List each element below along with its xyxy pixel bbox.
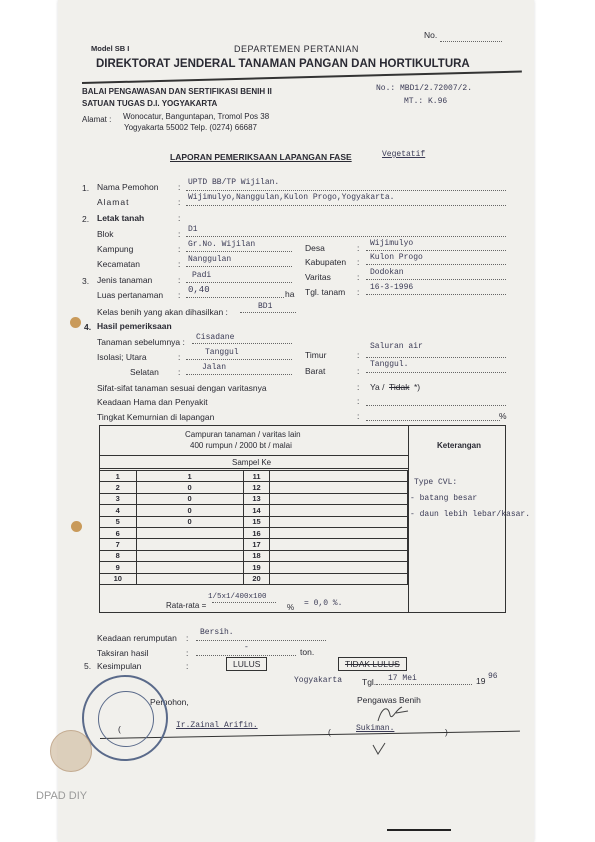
pest-disease-label: Keadaan Hama dan Penyakit [97, 397, 208, 407]
applicant-name: UPTD BB/TP Wijilan. [188, 178, 280, 187]
colon: : [357, 366, 360, 376]
inspection-result-label: Hasil pemeriksaan [97, 321, 172, 331]
binder-hole-top [70, 317, 81, 328]
table-header-remarks: Keterangan [437, 441, 482, 450]
seed-class-label: Kelas benih yang akan dihasilkan : [97, 307, 228, 317]
sample-value-empty [270, 539, 408, 550]
village-label: Desa [305, 243, 325, 253]
isolation-north-value: Tanggul [205, 348, 239, 357]
colon: : [178, 275, 181, 285]
table-header-sample: Sampel Ke [232, 458, 272, 467]
table-header-mix: Campuran tanaman / varitas lain [185, 430, 301, 439]
crop-type-value: Padi [192, 271, 212, 280]
colon: : [357, 350, 360, 360]
sample-value-empty [270, 527, 408, 538]
conclusion-fail: TIDAK LULUS [338, 657, 407, 671]
isolation-west-label: Barat [305, 366, 326, 376]
colon: : [186, 661, 189, 671]
conclusion-label: Kesimpulan [97, 661, 142, 671]
block-value: D1 [188, 225, 198, 234]
sample-number: 10 [100, 573, 137, 584]
applicant-signer-name: Ir.Zainal Arifin. [176, 721, 258, 730]
address-line-1: Wonocatur, Banguntapan, Tromol Pos 38 [123, 112, 270, 121]
kampung-label: Kampung [97, 244, 134, 254]
weed-condition-value: Bersih. [200, 628, 234, 637]
signing-city: Yogyakarta [294, 676, 343, 685]
plant-traits-yes: Ya / [370, 382, 385, 392]
sample-number: 17 [243, 539, 270, 550]
colon: : [357, 272, 360, 282]
yield-estimate-label: Taksiran hasil [97, 648, 149, 658]
sample-value-empty [270, 573, 408, 584]
supervisor-bracket-close: ) [445, 727, 448, 737]
section-number-5: 5. [84, 661, 92, 671]
report-phase: Vegetatif [382, 150, 426, 159]
variety-value: Dodokan [370, 268, 404, 277]
seed-class-value: BD1 [258, 302, 273, 311]
date-label: Tgl. [362, 677, 377, 687]
sample-number: 19 [243, 562, 270, 573]
colon: : [178, 229, 181, 239]
area-value: 0,40 [188, 285, 210, 295]
location-label: Letak tanah [97, 213, 145, 223]
sample-row [100, 539, 408, 550]
colon: : [178, 182, 181, 192]
archive-seal-icon [50, 730, 92, 772]
previous-crop-label: Tanaman sebelumnya : [97, 337, 185, 347]
variety-label: Varitas [305, 272, 331, 282]
hectare-unit: ha [285, 289, 295, 299]
reference-mt: MT.: K.96 [404, 97, 448, 106]
sample-number: 18 [243, 550, 270, 561]
sample-row [100, 573, 408, 584]
department-title: DEPARTEMEN PERTANIAN [234, 44, 359, 54]
colon: : [357, 243, 360, 253]
planting-date-label: Tgl. tanam [305, 287, 346, 297]
average-result: = 0,0 %. [304, 599, 343, 608]
sample-value [136, 562, 243, 573]
area-label: Luas pertanaman [97, 290, 164, 300]
sample-value [136, 573, 243, 584]
colon: : [186, 648, 189, 658]
colon: : [178, 352, 181, 362]
sample-number: 6 [100, 527, 137, 538]
bottom-mark [387, 829, 451, 831]
regency-value: Kulon Progo [370, 253, 423, 262]
sample-row [100, 482, 408, 493]
table-header-basis: 400 rumpun / 2000 bt / malai [190, 441, 292, 450]
block-label: Blok [97, 229, 114, 239]
sample-row [100, 516, 408, 527]
plant-traits-footnote: *) [414, 382, 421, 392]
sample-value: 0 [136, 505, 243, 516]
section-number-2: 2. [82, 214, 90, 224]
colon: : [357, 396, 360, 406]
date-value: 17 Mei [388, 674, 417, 683]
address-line-2: Yogyakarta 55002 Telp. (0274) 66687 [124, 123, 257, 132]
sample-number: 14 [243, 505, 270, 516]
section-number-1: 1. [82, 183, 90, 193]
checkmark-icon [372, 742, 386, 756]
applicant-bracket: ( [118, 724, 121, 734]
sample-value [136, 527, 243, 538]
sample-value [136, 550, 243, 561]
isolation-south-label: Selatan [130, 367, 159, 377]
sample-number: 16 [243, 527, 270, 538]
sample-row [100, 471, 408, 482]
applicant-signature-label: Pemohon, [150, 697, 189, 707]
remarks-line-2: - batang besar [410, 494, 478, 503]
sample-number: 15 [243, 516, 270, 527]
yield-unit: ton. [300, 647, 315, 657]
applicant-address-label: Alamat [97, 197, 130, 207]
model-label: Model SB I [91, 44, 130, 53]
average-formula: 1/5x1/400x100 [208, 593, 267, 601]
satuan-name: SATUAN TUGAS D.I. YOGYAKARTA [82, 99, 218, 108]
colon: : [357, 287, 360, 297]
sample-number: 2 [100, 482, 137, 493]
sample-row [100, 527, 408, 538]
sample-value-empty [270, 562, 408, 573]
sample-value-empty [270, 482, 408, 493]
sample-row [100, 505, 408, 516]
sample-value: 0 [136, 516, 243, 527]
colon: : [357, 257, 360, 267]
average-percent: % [287, 603, 295, 612]
colon: : [186, 633, 189, 643]
district-label: Kecamatan [97, 259, 140, 269]
colon: : [357, 382, 360, 392]
supervisor-signer-name: Sukiman. [356, 724, 395, 733]
reference-number: No.: MBD1/2.72007/2. [376, 84, 473, 93]
applicant-name-label: Nama Pemohon [97, 182, 159, 192]
purity-percent: % [499, 411, 507, 421]
balai-name: BALAI PENGAWASAN DAN SERTIFIKASI BENIH II [82, 87, 272, 96]
sample-number: 20 [243, 573, 270, 584]
official-stamp [82, 675, 168, 761]
isolation-east-label: Timur [305, 350, 327, 360]
colon: : [178, 197, 181, 207]
remarks-line-3: - daun lebih lebar/kasar. [410, 510, 531, 519]
average-label: Rata-rata = [166, 601, 207, 610]
sample-number: 13 [243, 493, 270, 504]
binder-hole-bottom [71, 521, 82, 532]
sample-number: 3 [100, 493, 137, 504]
regency-label: Kabupaten [305, 257, 347, 267]
planting-date-value: 16-3-1996 [370, 283, 414, 292]
village-value: Wijimulyo [370, 239, 414, 248]
previous-crop-value: Cisadane [196, 333, 235, 342]
address-label: Alamat : [82, 115, 112, 124]
sample-value-empty [270, 550, 408, 561]
sample-row [100, 562, 408, 573]
colon: : [178, 213, 181, 223]
supervisor-bracket-open: ( [328, 727, 331, 737]
sample-value: 1 [136, 471, 243, 482]
colon: : [178, 290, 181, 300]
conclusion-pass: LULUS [226, 657, 267, 671]
remarks-line-1: Type CVL: [414, 478, 458, 487]
colon: : [178, 244, 181, 254]
number-label: No. [424, 30, 438, 40]
isolation-north-label: Isolasi; Utara [97, 352, 147, 362]
year-value: 96 [488, 672, 498, 681]
directorate-title: DIREKTORAT JENDERAL TANAMAN PANGAN DAN HORTIKULTURA [96, 58, 470, 70]
sample-number: 9 [100, 562, 137, 573]
purity-label: Tingkat Kemurnian di lapangan [97, 412, 215, 422]
sample-value-empty [270, 505, 408, 516]
colon: : [357, 411, 360, 421]
crop-type-label: Jenis tanaman [97, 275, 153, 285]
sample-number: 12 [243, 482, 270, 493]
year-prefix: 19 [476, 676, 486, 686]
supervisor-signature [374, 703, 414, 725]
sample-value-empty [270, 493, 408, 504]
section-number-4: 4. [84, 322, 92, 332]
district-value: Nanggulan [188, 255, 232, 264]
weed-condition-label: Keadaan rerumputan [97, 633, 177, 643]
isolation-south-value: Jalan [202, 363, 227, 372]
report-title: LAPORAN PEMERIKSAAN LAPANGAN FASE [170, 152, 352, 162]
watermark-text: DPAD DIY [36, 790, 88, 802]
sample-number: 4 [100, 505, 137, 516]
sample-grid [99, 470, 408, 585]
isolation-east-value: Saluran air [370, 342, 423, 351]
sample-row [100, 550, 408, 561]
kampung-value: Gr.No. Wijilan [188, 240, 256, 249]
sample-row [100, 493, 408, 504]
supervisor-signature-label: Pengawas Benih [357, 695, 421, 705]
sample-value: 0 [136, 493, 243, 504]
sample-value-empty [270, 471, 408, 482]
sample-value: 0 [136, 482, 243, 493]
section-number-3: 3. [82, 276, 90, 286]
sample-value-empty [270, 516, 408, 527]
colon: : [178, 259, 181, 269]
sample-number: 1 [100, 471, 137, 482]
yield-estimate-value: - [244, 643, 249, 652]
sample-number: 8 [100, 550, 137, 561]
sample-number: 7 [100, 539, 137, 550]
plant-traits-no: Tidak [389, 382, 410, 392]
plant-traits-label: Sifat-sifat tanaman sesuai dengan varitasnya [97, 383, 267, 393]
applicant-address: Wijimulyo,Nanggulan,Kulon Progo,Yogyakarta. [188, 193, 395, 202]
sample-number: 5 [100, 516, 137, 527]
sample-number: 11 [243, 471, 270, 482]
colon: : [178, 367, 181, 377]
sample-value [136, 539, 243, 550]
isolation-west-value: Tanggul. [370, 360, 409, 369]
